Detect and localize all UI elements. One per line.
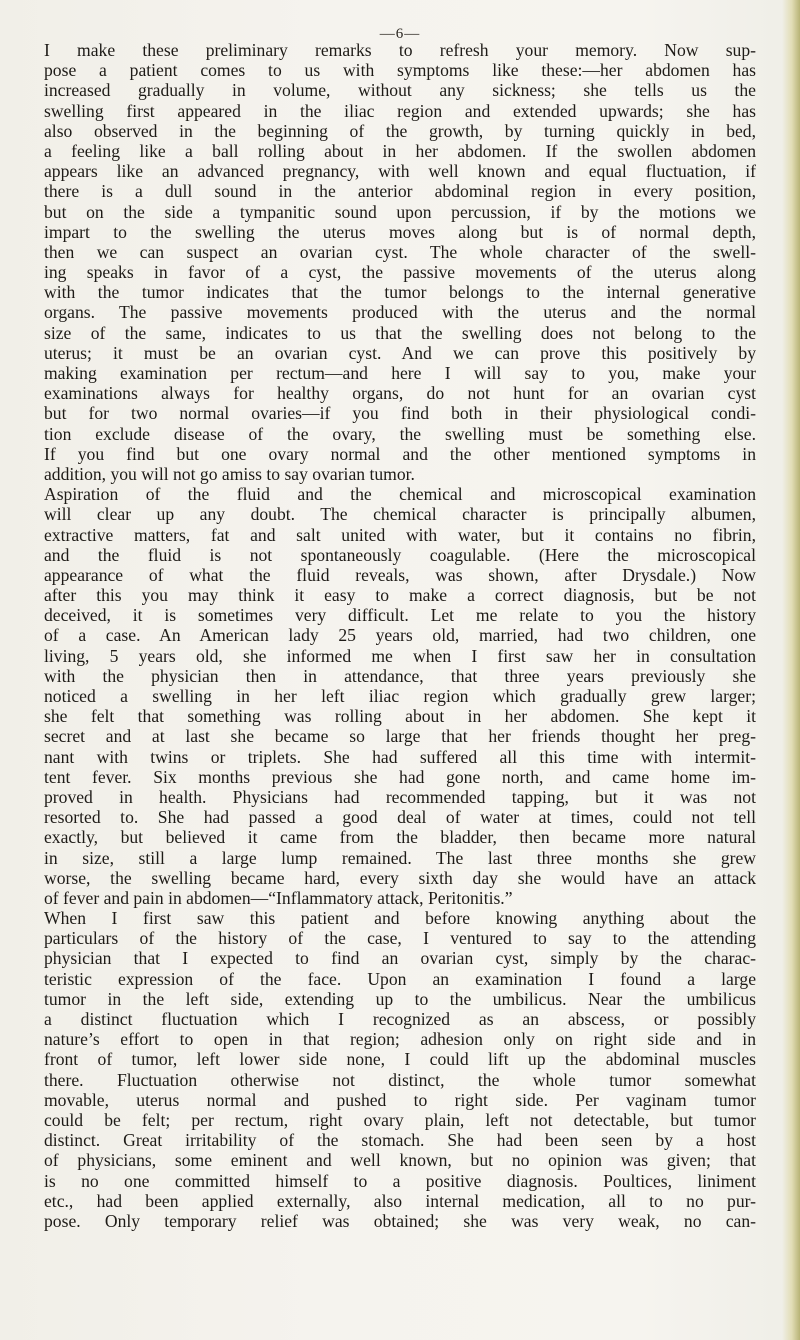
text-line: a feeling like a ball rolling about in her abdomen. If the swollen abdomen [44,140,756,161]
text-line: tent fever. Six months previous she had gone north, and came home im- [44,766,756,787]
text-line: physician that I expected to find an ovarian cyst, simply by the charac- [44,948,756,969]
text-line: movable, uterus normal and pushed to right side. Per vaginam tumor [44,1089,756,1110]
text-line: with the physician then in attendance, that three years previously she [44,665,756,686]
text-line: of fever and pain in abdomen—“Inflammatory attack, Peritonitis.” [44,887,513,908]
text-line: making examination per rectum—and here I will say to you, make your [44,363,756,383]
text-line: distinct. Great irritability of the stomach. She had been seen by a host [44,1130,756,1151]
text-line: in size, still a large lump remained. The last three months she grew [44,847,756,868]
text-line: ing speaks in favor of a cyst, the passive movements of the uterus along [44,262,756,283]
text-line: is no one committed himself to a positive diagnosis. Poultices, liniment [44,1170,756,1191]
text-line: impart to the swelling the uterus moves along but is of normal depth, [44,221,756,242]
text-line: size of the same, indicates to us that the swelling does not belong to the [44,322,756,343]
text-line: but on the side a tympanitic sound upon percussion, if by the motions we [44,201,756,222]
text-line: after this you may think it easy to make a correct diagnosis, but be not [44,585,756,606]
text-line: noticed a swelling in her left iliac region which gradually grew larger; [44,686,756,706]
text-line: tion exclude disease of the ovary, the swelling must be something else. [44,423,756,444]
text-line: organs. The passive movements produced with the uterus and the normal [44,302,756,323]
text-line: When I first saw this patient and before knowing anything about the [44,908,756,929]
text-line: but for two normal ovaries—if you find both in their physiological condi- [44,403,756,424]
text-line: extractive matters, fat and salt united with water, but it contains no fibrin, [44,524,756,545]
text-line: particulars of the history of the case, I ventured to say to the attending [44,928,756,949]
text-line: uterus; it must be an ovarian cyst. And we can prove this positively by [44,342,756,363]
text-line: exactly, but believed it came from the bladder, then became more natural [44,827,756,848]
text-line: If you find but one ovary normal and the other mentioned symptoms in [44,443,756,464]
text-line: with the tumor indicates that the tumor belongs to the internal generative [44,282,756,303]
text-line: of physicians, some eminent and well known, but no opinion was given; that [44,1150,756,1171]
text-line: a distinct fluctuation which I recognized as an abscess, or possibly [44,1009,756,1029]
text-line: deceived, it is sometimes very difficult. Let me relate to you the history [44,605,756,626]
text-line: nant with twins or triplets. She had suffered all this time with intermit- [44,746,756,767]
text-line: secret and at last she became so large that her friends thought her preg- [44,726,756,747]
text-line: Aspiration of the fluid and the chemical and microscopical examination [44,484,756,505]
text-line: pose. Only temporary relief was obtained; she was very weak, no can- [44,1210,756,1231]
text-line: tumor in the left side, extending up to the umbilicus. Near the umbilicus [44,988,756,1009]
text-line: living, 5 years old, she informed me when I first saw her in consultation [44,645,756,666]
text-line: of a case. An American lady 25 years old, married, had two children, one [44,625,756,646]
page-number: —6— [379,26,421,42]
text-line: examinations always for healthy organs, do not hunt for an ovarian cyst [44,383,756,404]
text-line: will clear up any doubt. The chemical character is principally albumen, [44,504,756,525]
text-line: worse, the swelling became hard, every sixth day she would have an attack [44,867,756,888]
text-line: then we can suspect an ovarian cyst. The whole character of the swell- [44,241,756,262]
text-line: there. Fluctuation otherwise not distinct, the whole tumor somewhat [44,1069,756,1090]
text-line: there is a dull sound in the anterior abdominal region in every position, [44,181,756,202]
text-line: she felt that something was rolling about in her abdomen. She kept it [44,706,756,727]
text-line: front of tumor, left lower side none, I could lift up the abdominal muscles [44,1049,756,1070]
text-line: etc., had been applied externally, also internal medication, all to no pur- [44,1190,756,1211]
page-edge-shadow [782,0,800,1340]
text-line: could be felt; per rectum, right ovary plain, left not detectable, but tumor [44,1109,756,1130]
text-line: nature’s effort to open in that region; adhesion only on right side and in [44,1029,756,1050]
text-line: and the fluid is not spontaneously coagulable. (Here the microscopical [44,544,756,565]
text-line: increased gradually in volume, without any sickness; she tells us the [44,80,756,101]
text-line: resorted to. She had passed a good deal of water at times, could not tell [44,807,756,828]
text-line: addition, you will not go amiss to say ovarian tumor. [44,463,415,484]
text-line: pose a patient comes to us with symptoms like these:—her abdomen has [44,60,756,81]
text-line: appears like an advanced pregnancy, with well known and equal fluctuation, if [44,161,756,182]
text-line: teristic expression of the face. Upon an examination I found a large [44,968,756,989]
body-text [44,40,756,1231]
text-line: proved in health. Physicians had recommended tapping, but it was not [44,786,756,807]
text-line: appearance of what the fluid reveals, was shown, after Drysdale.) Now [44,564,756,585]
text-line: swelling first appeared in the iliac region and extended upwards; she has [44,100,756,121]
text-line: I make these preliminary remarks to refresh your memory. Now sup- [44,40,756,60]
text-line: also observed in the beginning of the growth, by turning quickly in bed, [44,120,756,141]
